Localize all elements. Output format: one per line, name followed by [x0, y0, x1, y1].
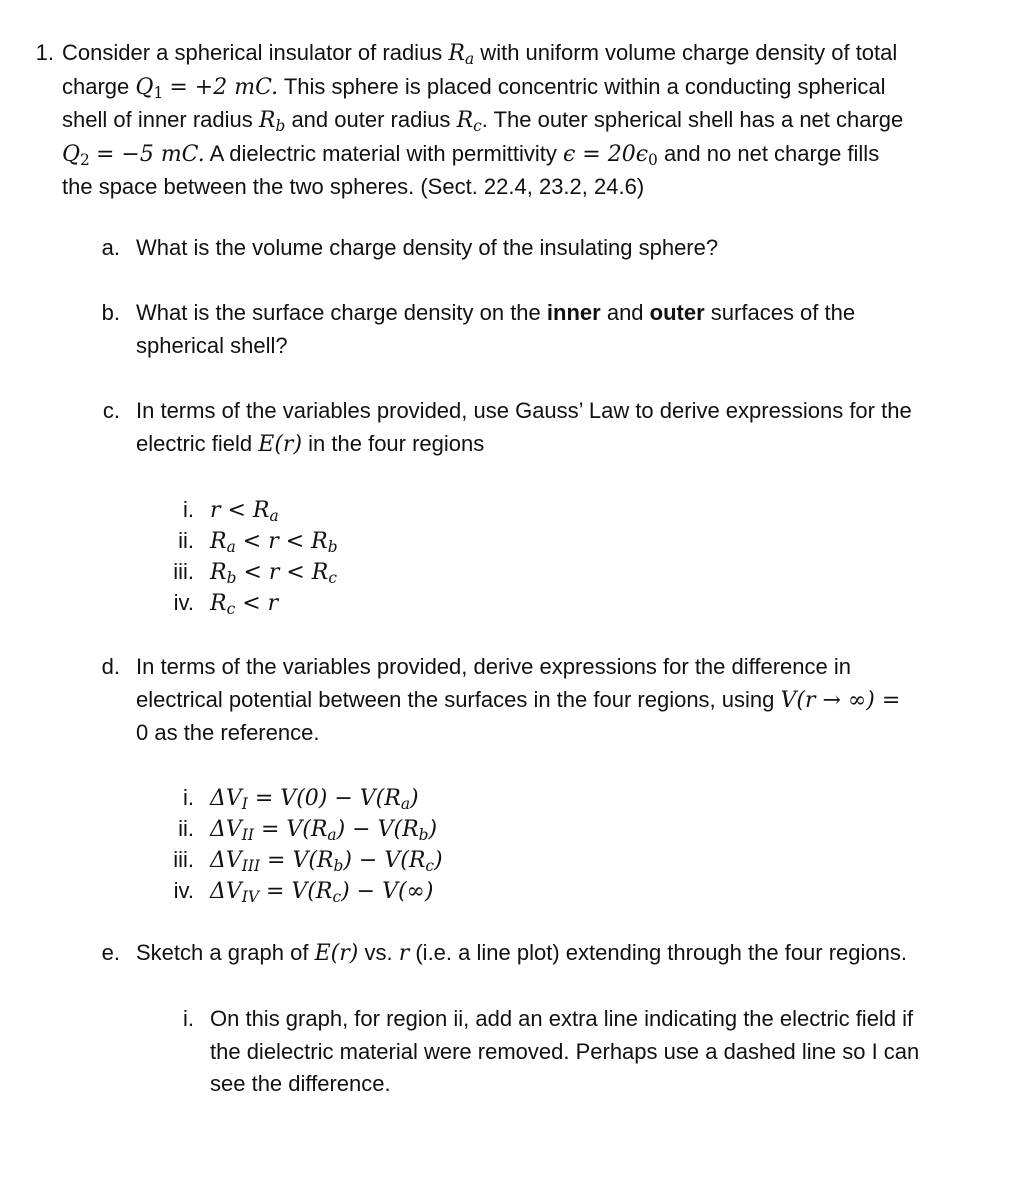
part-c-regions	[150, 495, 550, 619]
part-e-label: e.	[101, 940, 120, 965]
problem-number: 1.	[35, 40, 54, 65]
part-b-label: b.	[101, 300, 120, 325]
section-refs: (Sect. 22.4, 23.2, 24.6)	[420, 174, 645, 199]
potential-item: iv. $\Delta V_{IV} = V(R_c) - V(\infty)$	[173, 878, 434, 906]
region-item: i. $r < R_a$	[183, 497, 279, 525]
part-e-sub-text: On this graph, for region ii, add an extra line indicating the electric field if the dielectric material were removed. Perhaps use a dashed line so I can see the difference.	[210, 1006, 920, 1096]
part-d-label: d.	[101, 654, 120, 679]
part-b-text: What is the surface charge density on the inner and outer surfaces of the spherical shell?	[136, 300, 856, 358]
part-a-text: What is the volume charge density of the insulating sphere?	[136, 235, 719, 260]
part-e-text: Sketch a graph of E(r) vs. r (i.e. a line plot) extending through the four regions.	[136, 940, 907, 966]
region-item: iv. $R_c < r$	[173, 590, 279, 618]
region-item: iii. $R_b < r < R_c$	[173, 559, 337, 587]
potential-item: i. $\Delta V_I = V(0) - V(R_a)$	[183, 785, 419, 813]
potential-item: iii. $\Delta V_{III} = V(R_b) - V(R_c)$	[173, 847, 443, 875]
part-a-label: a.	[101, 235, 120, 260]
region-item: ii. $R_a < r < R_b$	[178, 528, 338, 556]
potential-item: ii. $\Delta V_{II} = V(R_a) - V(R_b)$	[178, 816, 438, 844]
part-e-sub-label: i.	[183, 1006, 194, 1031]
part-d-text: In terms of the variables provided, derive expressions for the difference in electrical potential between the surfaces in the four regions, using V(r → ∞) = 0 as the reference.	[136, 654, 901, 745]
part-c-label: c.	[102, 398, 120, 423]
part-d-potentials	[150, 783, 650, 907]
problem-statement: Consider a spherical insulator of radius $R_a$ with uniform volume charge density of total charge $Q_1 = +2$ mC. This sphere is placed concentric within a conducting spherical shell of inner radius $R_b$ and outer radius $R_c$. The outer spherical shell has a net charge $Q_2 = -5$ mC. A dielectric material with permittivity $\epsilon = 20\epsilon_0$ and no net charge fills the space between the two spheres. (Sect. 22.4, 23.2, 24.6)	[62, 40, 904, 199]
part-c-text: In terms of the variables provided, use Gauss’ Law to derive expressions for the electric field E(r) in the four regions	[136, 398, 912, 457]
